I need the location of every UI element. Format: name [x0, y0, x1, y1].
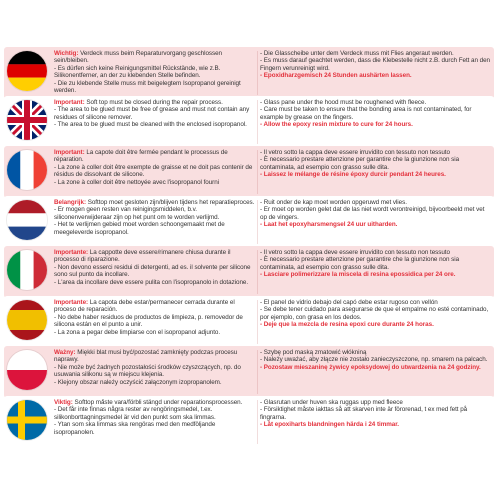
uk-flag-icon — [7, 100, 47, 140]
instruction-text: Softtop moet gesloten zijn/blijven tijdens het reparatieproces. — [86, 199, 255, 206]
keyword-label: Important: — [54, 99, 85, 106]
instruction-line — [54, 299, 256, 314]
column-divider — [257, 250, 258, 294]
curing-time-note: - Deje que la mezcla de resina epoxi cure durante 24 horas. — [260, 321, 434, 329]
instruction-line: - La zona a pegar debe limpiarse con el isopropanol adjunto. — [54, 328, 221, 336]
instruction-line: - Care must be taken to ensure that the bonding area is not contaminated, for example by grease on the fingers. — [260, 106, 472, 121]
instruction-line — [54, 149, 256, 164]
instruction-line: - Szybę pod maską zmatowić włókniną — [260, 349, 367, 356]
instruction-line: - Non devono esserci residui di detergenti, ad es. il solvente per silicone sono sul punto da incollare. — [54, 263, 251, 279]
curing-time-note: - Allow the epoxy resin mixture to cure for 24 hours. — [260, 121, 413, 129]
keyword-label: Wichtig: — [54, 50, 79, 57]
left-instructions — [54, 50, 256, 97]
instruction-line: - No debe haber residuos de productos de limpieza, p. removedor de silicona están en el punto a unir. — [54, 313, 243, 329]
instruction-text: La cappotte deve essere/rimanere chiusa durante il processo di riparazione. — [54, 249, 231, 264]
instruction-line: - Er moet op worden gelet dat de las niet wordt verontreinigd, bijvoorbeeld met vet op de vingers. — [260, 206, 485, 221]
right-instructions — [260, 199, 492, 246]
instruction-text: Verdeck muss beim Reparaturvorgang geschlossen sein/bleiben. — [54, 50, 222, 65]
curing-time-note: - Låt epoxiharts blandningen härda i 24 timmar. — [260, 421, 400, 429]
left-instructions — [54, 249, 256, 296]
curing-time-note: - Laat het epoxyharsmengsel 24 uur uitharden. — [260, 221, 398, 229]
instruction-line: - The area to be glued must be free of grease and must not contain any residues of silicone remover. — [54, 106, 250, 121]
instruction-line: - Es dürfen sich keine Reinigungsmittel Rückstände, wie z.B. Silikonentferner, an der zu klebenden Stelle befinden. — [54, 64, 221, 80]
spain-flag-icon — [7, 300, 47, 340]
instruction-line: - Glasrutan under huven ska ruggas upp med fleece — [260, 399, 403, 406]
curing-time-note: - Epoxidharzgemisch 24 Stunden aushärten lassen. — [260, 72, 412, 80]
instruction-line: - Die Glasscheibe unter dem Verdeck muss mit Flies angeraut werden. — [260, 50, 454, 57]
instruction-row — [4, 96, 494, 148]
instruction-row — [4, 47, 494, 99]
instruction-line: - La zone à coller doit être exempte de graisse et ne doit pas contenir de résidus de dissolvant de silicone. — [54, 163, 253, 179]
column-divider — [257, 300, 258, 344]
instruction-row — [4, 246, 494, 298]
column-divider — [257, 350, 258, 394]
left-instructions — [54, 99, 256, 146]
instruction-line: - Należy uważać, aby złącze nie zostało zanieczyszczone, np. smarem na palcach. — [260, 356, 488, 364]
instruction-line: - Försiktighet måste iakttas så att skarven inte är förorenad, t ex med fett på fingrarna. — [260, 406, 468, 421]
sweden-flag-icon — [7, 400, 47, 440]
instruction-line: - Ytan som ska limmas ska rengöras med den medföljande isopropanolen. — [54, 421, 216, 436]
column-divider — [257, 100, 258, 144]
instruction-text: La capote doit être fermée pendant le processus de réparation. — [54, 149, 228, 164]
column-divider — [257, 200, 258, 244]
instruction-line: - L'area da incollare deve essere pulita con l'isopropanolo in dotazione. — [54, 278, 249, 286]
instruction-row — [4, 396, 494, 448]
instruction-line: - El panel de vidrio debajo del capó debe estar rugoso con vellón — [260, 299, 438, 306]
right-instructions — [260, 50, 492, 97]
italy-flag-icon — [7, 250, 47, 290]
column-divider — [257, 400, 258, 444]
instruction-line — [54, 249, 256, 264]
instruction-line: - È necessario prestare attenzione per garantire che la giunzione non sia contaminata, ad esempio con grasso sulle dita. — [260, 156, 460, 171]
instruction-line: - Il vetro sotto la cappa deve essere irruvidito con tessuto non tessuto — [260, 249, 450, 256]
instruction-row — [4, 346, 494, 398]
left-instructions — [54, 199, 256, 246]
right-instructions — [260, 299, 492, 346]
curing-time-note: - Laissez le mélange de résine époxy durcir pendant 24 heures. — [260, 171, 446, 179]
instruction-text: Soft top must be closed during the repair process. — [84, 99, 223, 106]
instruction-line: - Het te verlijmen gebied moet worden schoongemaakt met de meegeleverde isopropanol. — [54, 221, 225, 236]
instruction-row — [4, 146, 494, 198]
left-instructions — [54, 399, 256, 446]
instruction-line: - Die zu klebende Stelle muss mit beigelegtem Isopropanol gereinigt werden. — [54, 79, 241, 95]
instruction-line: - Es muss darauf geachtet werden, dass die Klebestelle nicht z.B. durch Fett an den Fingern verunreinigt wird. — [260, 57, 491, 72]
instruction-line — [54, 50, 256, 65]
column-divider — [257, 51, 258, 95]
instruction-line: - Ruit onder de kap moet worden opgeruwd met vlies. — [260, 199, 407, 206]
right-instructions — [260, 399, 492, 446]
right-instructions — [260, 249, 492, 296]
instruction-line — [54, 99, 256, 106]
left-instructions — [54, 299, 256, 346]
instruction-row — [4, 196, 494, 248]
curing-time-note: - Lasciare polimerizzare la miscela di resina epossidica per 24 ore. — [260, 271, 456, 279]
instruction-line: - La zone à coller doit être nettoyée avec l'isopropanol fourni — [54, 178, 220, 186]
keyword-label: Belangrijk: — [54, 199, 86, 206]
instruction-line: - Il vetro sotto la cappa deve essere irruvidito con tessuto non tessuto — [260, 149, 450, 156]
netherlands-flag-icon — [7, 200, 47, 240]
instruction-line — [54, 349, 256, 364]
instruction-line: - Klejony obszar należy oczyścić załączonym izopropanolem. — [54, 378, 222, 386]
keyword-label: Important: — [54, 149, 85, 156]
left-instructions — [54, 349, 256, 396]
instruction-line: - Det får inte finnas några rester av rengöringsmedel, t.ex. silikonborttagningsmedel är vid den punkt som ska limmas. — [54, 406, 216, 421]
right-instructions — [260, 349, 492, 396]
right-instructions — [260, 149, 492, 196]
instruction-line — [54, 199, 256, 206]
instruction-line: - È necessario prestare attenzione per garantire che la giunzione non sia contaminata, ad esempio con grasso sulle dita. — [260, 256, 460, 271]
instruction-row — [4, 296, 494, 348]
instruction-text: La capota debe estar/permanecer cerrada durante el proceso de reparación. — [54, 299, 235, 314]
keyword-label: Ważny: — [54, 349, 76, 356]
keyword-label: Importante: — [54, 299, 89, 306]
instruction-line: - Nie może być żadnych pozostałości środków czyszczących, np. do usuwania silikonu są w miejscu klejenia. — [54, 363, 241, 379]
instruction-line: - Glass pane under the hood must be roughened with fleece. — [260, 99, 427, 106]
left-instructions — [54, 149, 256, 196]
instruction-line: - The area to be glued must be cleaned with the enclosed isopropanol. — [54, 121, 247, 129]
keyword-label: Importante: — [54, 249, 89, 256]
keyword-label: Viktig: — [54, 399, 73, 406]
france-flag-icon — [7, 150, 47, 190]
curing-time-note: - Pozostaw mieszaninę żywicy epoksydowej do utwardzenia na 24 godziny. — [260, 363, 481, 371]
instruction-text: Miękki blat musi być/pozostać zamknięty podczas procesu naprawy. — [54, 349, 238, 364]
right-instructions — [260, 99, 492, 146]
germany-flag-icon — [7, 51, 47, 91]
column-divider — [257, 150, 258, 194]
poland-flag-icon — [7, 350, 47, 390]
instruction-line: - Se debe tener cuidado para asegurarse de que el empalme no esté contaminado, por ejemplo, con grasa en los dedos. — [260, 306, 489, 321]
instruction-text: Softtop måste vara/förbli stängd under reparationsprocessen. — [72, 399, 243, 406]
instruction-line: - Er mogen geen resten van reinigingsmiddelen, b.v. siliconenverwijderaar zijn op het punt om te worden verlijmd. — [54, 206, 220, 221]
